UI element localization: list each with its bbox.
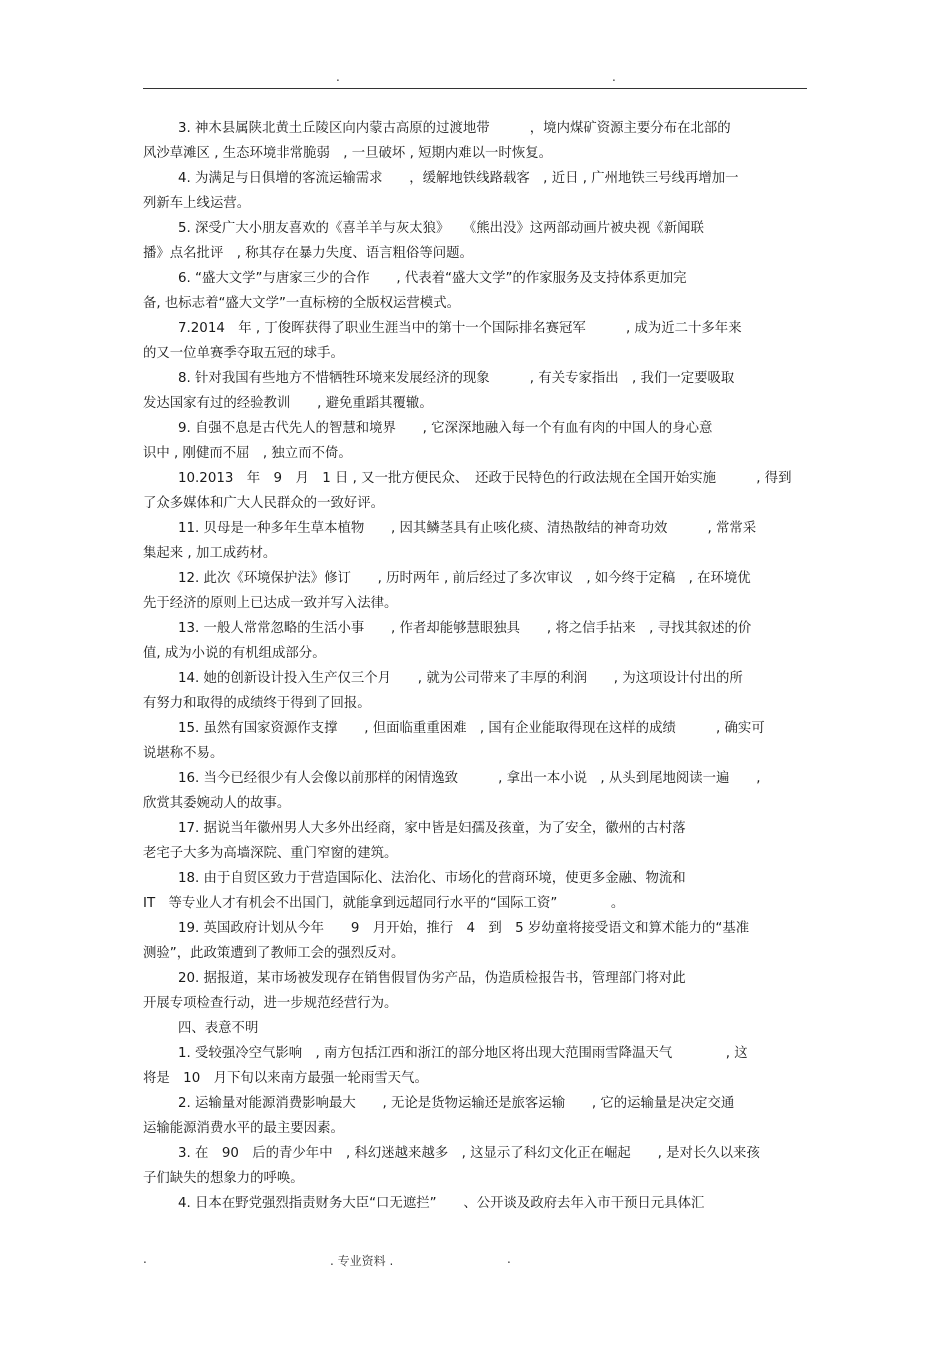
item-first-line: 14. 她的创新设计投入生产仅三个月 , 就为公司带来了丰厚的利润 , 为这项设计付出的所 [178,671,743,686]
item-continuation-line: 开展专项检查行动，进一步规范经营行为。 [143,996,398,1011]
list-item [143,1091,807,1141]
list-item [143,916,807,966]
list-item [143,816,807,866]
item-continuation-line: 有努力和取得的成绩终于得到了回报。 [143,696,371,711]
item-first-line: 9. 自强不息是古代先人的智慧和境界 , 它深深地融入每一个有血有肉的中国人的身心意 [178,421,713,436]
item-first-line: 15. 虽然有国家资源作支撑 , 但面临重重困难 , 国有企业能取得现在这样的成绩 , 确实可 [178,721,765,736]
item-first-line: 7.2014 年 , 丁俊晖获得了职业生涯当中的第十一个国际排名赛冠军 , 成为近二十多年来 [178,321,742,336]
item-continuation-line: 列新车上线运营。 [143,196,251,211]
item-continuation-line: 欣赏其委婉动人的故事。 [143,796,291,811]
item-continuation-line: 发达国家有过的经验教训 , 避免重蹈其覆辙。 [143,396,433,411]
list-item [143,466,807,516]
item-continuation-line: 了众多媒体和广大人民群众的一致好评。 [143,496,385,511]
item-continuation-line: 说堪称不易。 [143,746,224,761]
item-continuation-line: 将是 10 月下旬以来南方最强一轮雨雪天气。 [143,1071,428,1086]
item-first-line: 16. 当今已经很少有人会像以前那样的闲情逸致 , 拿出一本小说 , 从头到尾地阅读一遍 , [178,771,761,786]
item-first-line: 13. 一般人常常忽略的生活小事 , 作者却能够慧眼独具 , 将之信手拈来 , 寻找其叙述的价 [178,621,752,636]
list-item [143,866,807,916]
item-first-line: 3. 神木县属陕北黄土丘陵区向内蒙古高原的过渡地带 ，境内煤矿资源主要分布在北部的 [178,121,731,136]
item-continuation-line: 子们缺失的想象力的呼唤。 [143,1171,304,1186]
item-continuation-line: 运输能源消费水平的最主要因素。 [143,1121,344,1136]
header-dot-left: . [336,70,340,84]
list-item [143,366,807,416]
list-item [143,316,807,366]
item-first-line: 4. 日本在野党强烈指责财务大臣“口无遮拦” 、公开谈及政府去年入市干预日元具体汇 [178,1196,705,1211]
item-continuation-line: 先于经济的原则上已达成一致并写入法律。 [143,596,398,611]
item-first-line: 11. 贝母是一种多年生草本植物 , 因其鳞茎具有止咳化痰、清热散结的神奇功效 , 常常采 [178,521,757,536]
item-first-line: 1. 受较强冷空气影响 , 南方包括江西和浙江的部分地区将出现大范围雨雪降温天气 , 这 [178,1046,748,1061]
list-item [143,766,807,816]
item-first-line: 6. “盛大文学”与唐家三少的合作 , 代表着“盛大文学”的作家服务及支持体系更加完 [178,271,687,286]
item-first-line: 3. 在 90 后的青少年中 , 科幻迷越来越多 , 这显示了科幻文化正在崛起 , 是对长久以来孩 [178,1146,760,1161]
footer-dot-right: . [507,1252,511,1266]
list-item [143,1141,807,1191]
list-item [143,616,807,666]
list-item [143,1191,807,1216]
list-item [143,116,807,166]
list-item [143,1041,807,1091]
header-rule [143,88,807,89]
item-continuation-line: 的又一位单赛季夺取五冠的球手。 [143,346,344,361]
item-first-line: 2. 运输量对能源消费影响最大 , 无论是货物运输还是旅客运输 , 它的运输量是决定交通 [178,1096,735,1111]
list-item [143,166,807,216]
item-continuation-line: 风沙草滩区 , 生态环境非常脆弱 , 一旦破坏 , 短期内难以一时恢复。 [143,146,552,161]
item-first-line: 20. 据报道，某市场被发现存在销售假冒伪劣产品，伪造质检报告书，管理部门将对此 [178,971,686,986]
item-continuation-line: 识中 , 刚健而不屈 , 独立而不倚。 [143,446,352,461]
list-item [143,966,807,1016]
item-first-line: 4. 为满足与日俱增的客流运输需求 ，缓解地铁线路载客 , 近日 , 广州地铁三号线再增加一 [178,171,739,186]
item-first-line: 18. 由于自贸区致力于营造国际化、法治化、市场化的营商环境，使更多金融、物流和 [178,871,686,886]
item-continuation-line: 测验”，此政策遭到了教师工会的强烈反对。 [143,946,405,961]
footer-label: . 专业资料 . [330,1254,394,1268]
item-first-line: 四、表意不明 [178,1021,259,1036]
item-continuation-line: 老宅子大多为高墙深院、重门窄窗的建筑。 [143,846,398,861]
list-item [143,566,807,616]
list-item [143,666,807,716]
header-dot-right: . [612,70,616,84]
list-item [143,516,807,566]
list-item [143,716,807,766]
list-item [143,216,807,266]
item-first-line: 12. 此次《环境保护法》修订 , 历时两年 , 前后经过了多次审议 , 如今终于定稿 , 在环境优 [178,571,751,586]
item-continuation-line: 值, 成为小说的有机组成部分。 [143,646,326,661]
item-continuation-line: 播》点名批评 , 称其存在暴力失度、语言粗俗等问题。 [143,246,473,261]
item-first-line: 8. 针对我国有些地方不惜牺牲环境来发展经济的现象 , 有关专家指出 , 我们一定要吸取 [178,371,735,386]
footer-dot-left: . [143,1252,147,1266]
list-item [143,1016,807,1041]
item-first-line: 10.2013 年 9 月 1 日 , 又一批方便民众、 还政于民特色的行政法规在全国开始实施 , 得到 [178,471,792,486]
item-first-line: 5. 深受广大小朋友喜欢的《喜羊羊与灰太狼》 《熊出没》这两部动画片被央视《新闻联 [178,221,704,236]
item-continuation-line: IT 等专业人才有机会不出国门，就能拿到远超同行水平的“国际工资” 。 [143,896,625,911]
item-first-line: 19. 英国政府计划从今年 9 月开始，推行 4 到 5 岁幼童将接受语文和算术能力的“基准 [178,921,750,936]
list-item [143,416,807,466]
item-continuation-line: 备, 也标志着“盛大文学”一直标榜的全版权运营模式。 [143,296,460,311]
document-body [143,116,807,1216]
list-item [143,266,807,316]
item-first-line: 17. 据说当年徽州男人大多外出经商，家中皆是妇孺及孩童，为了安全，徽州的古村落 [178,821,686,836]
item-continuation-line: 集起来 , 加工成药材。 [143,546,277,561]
